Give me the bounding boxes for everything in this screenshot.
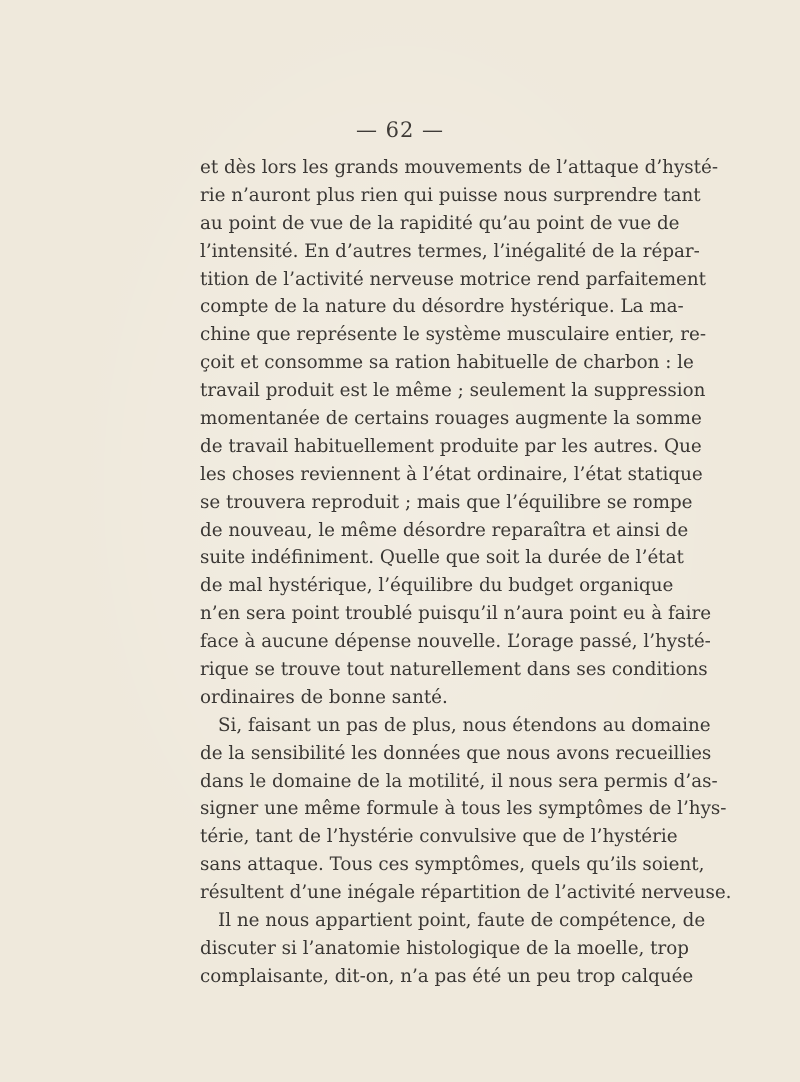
text-line: térie, tant de l’hystérie convulsive que de l’hystérie <box>200 826 678 848</box>
text-line: discuter si l’anatomie histologique de la moelle, trop <box>200 937 689 959</box>
body-text <box>200 154 732 991</box>
text-line: et dès lors les grands mouvements de l’attaque d’hysté- <box>200 157 718 178</box>
text-line: l’intensité. En d’autres termes, l’inégalité de la répar- <box>200 240 700 262</box>
paragraph-end-line: résultent d’une inégale répartition de l’activité nerveuse. <box>200 882 732 904</box>
text-line: tition de l’activité nerveuse motrice rend parfaitement <box>200 268 706 290</box>
text-line: dans le domaine de la motilité, il nous sera permis d’as- <box>200 770 718 792</box>
text-line: compte de la nature du désordre hystérique. La ma- <box>200 296 684 318</box>
text-line: de nouveau, le même désordre reparaîtra et ainsi de <box>200 519 689 541</box>
text-line: complaisante, dit-on, n’a pas été un peu trop calquée <box>200 965 694 987</box>
text-line: momentanée de certains rouages augmente la somme <box>200 408 702 430</box>
page-number: — 62 — <box>355 118 445 142</box>
text-line: face à aucune dépense nouvelle. L’orage passé, l’hysté- <box>200 631 711 653</box>
text-line: de la sensibilité les données que nous avons recueillies <box>200 742 712 764</box>
text-line: suite indéfiniment. Quelle que soit la durée de l’état <box>200 547 684 569</box>
text-line: chine que représente le système musculaire entier, re- <box>200 324 706 346</box>
text-line: de travail habituellement produite par les autres. Que <box>200 435 702 457</box>
paragraph-start-line: Il ne nous appartient point, faute de compétence, de <box>218 910 706 932</box>
paragraph-end-line: ordinaires de bonne santé. <box>200 686 448 708</box>
text-line: se trouvera reproduit ; mais que l’équilibre se rompe <box>200 491 693 513</box>
text-line: n’en sera point troublé puisqu’il n’aura point eu à faire <box>200 603 712 625</box>
text-line: rie n’auront plus rien qui puisse nous surprendre tant <box>200 184 701 206</box>
text-line: au point de vue de la rapidité qu’au point de vue de <box>200 212 680 234</box>
text-line: travail produit est le même ; seulement la suppression <box>200 380 706 402</box>
text-line: de mal hystérique, l’équilibre du budget organique <box>200 575 674 597</box>
paragraph-start-line: Si, faisant un pas de plus, nous étendons au domaine <box>218 714 711 736</box>
text-line: rique se trouve tout naturellement dans ses conditions <box>200 659 708 681</box>
text-line: les choses reviennent à l’état ordinaire, l’état statique <box>200 463 703 485</box>
text-line: signer une même formule à tous les symptômes de l’hys- <box>200 798 727 820</box>
text-line: çoit et consomme sa ration habituelle de charbon : le <box>200 352 694 374</box>
text-line: sans attaque. Tous ces symptômes, quels qu’ils soient, <box>200 854 705 876</box>
